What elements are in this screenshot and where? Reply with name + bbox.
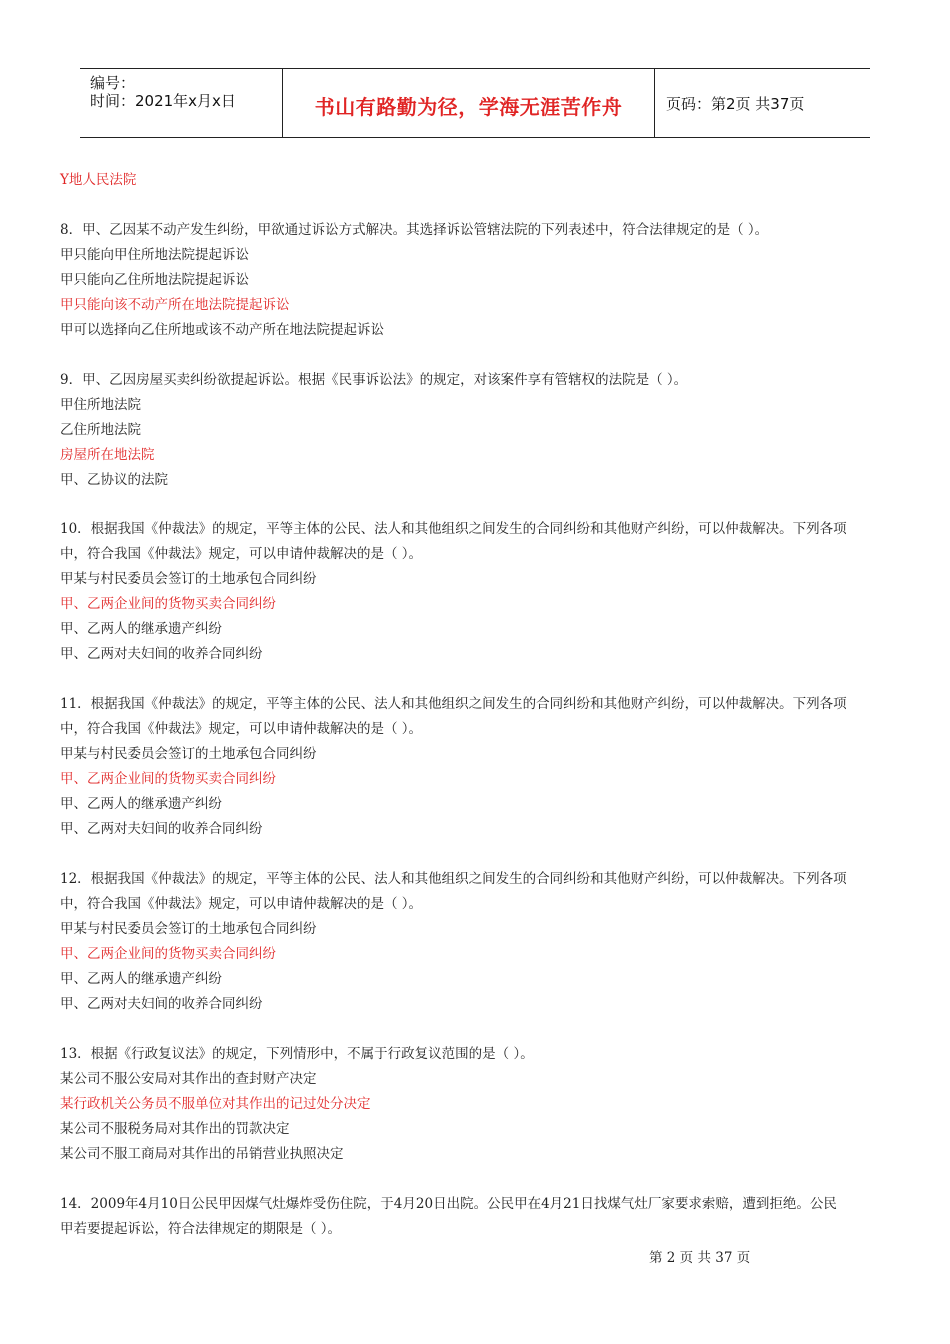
- text-line: 中，符合我国《仲裁法》规定，可以申请仲裁解决的是（ ）。: [60, 721, 423, 738]
- document-body: [60, 168, 895, 1242]
- text-line: 9．甲、乙因房屋买卖纠纷欲提起诉讼。根据《民事诉讼法》的规定，对该案件享有管辖权的法院是（ ）。: [60, 371, 688, 388]
- answer-line: 甲、乙两企业间的货物买卖合同纠纷: [60, 596, 276, 613]
- text-line: 甲、乙两对夫妇间的收养合同纠纷: [60, 995, 263, 1012]
- text-line: 甲某与村民委员会签订的土地承包合同纠纷: [60, 571, 317, 588]
- text-line: 10．根据我国《仲裁法》的规定，平等主体的公民、法人和其他组织之间发生的合同纠纷和其他财产纠纷，可以仲裁解决。下列各项: [60, 521, 847, 538]
- paragraph-gap: [60, 1167, 895, 1192]
- text-line: 甲只能向甲住所地法院提起诉讼: [60, 246, 249, 263]
- text-line: 中，符合我国《仲裁法》规定，可以申请仲裁解决的是（ ）。: [60, 895, 423, 912]
- text-line: 14．2009年4月10日公民甲因煤气灶爆炸受伤住院，于4月20日出院。公民甲在4月21日找煤气灶厂家要求索赔，遭到拒绝。公民: [60, 1195, 837, 1212]
- text-line: 甲、乙两人的继承遗产纠纷: [60, 796, 222, 813]
- header-motto: 书山有路勤为径，学海无涯苦作舟: [314, 95, 623, 119]
- text-line: 12．根据我国《仲裁法》的规定，平等主体的公民、法人和其他组织之间发生的合同纠纷和其他财产纠纷，可以仲裁解决。下列各项: [60, 870, 847, 887]
- text-line: 某公司不服税务局对其作出的罚款决定: [60, 1120, 290, 1137]
- text-line: 8．甲、乙因某不动产发生纠纷，甲欲通过诉讼方式解决。其选择诉讼管辖法院的下列表述中，符合法律规定的是（ ）。: [60, 221, 769, 238]
- text-line: 甲某与村民委员会签订的土地承包合同纠纷: [60, 746, 317, 763]
- text-line: 某公司不服公安局对其作出的查封财产决定: [60, 1070, 317, 1087]
- text-line: 甲只能向乙住所地法院提起诉讼: [60, 271, 249, 288]
- text-line: 11．根据我国《仲裁法》的规定，平等主体的公民、法人和其他组织之间发生的合同纠纷和其他财产纠纷，可以仲裁解决。下列各项: [60, 696, 847, 713]
- text-line: 乙住所地法院: [60, 421, 141, 438]
- header-page-label: 页码：第2页 共37页: [666, 95, 805, 113]
- answer-line: 甲、乙两企业间的货物买卖合同纠纷: [60, 945, 276, 962]
- text-line: 甲某与村民委员会签订的土地承包合同纠纷: [60, 920, 317, 937]
- answer-line: 房屋所在地法院: [60, 446, 155, 463]
- answer-line: 某行政机关公务员不服单位对其作出的记过处分决定: [60, 1095, 371, 1112]
- document-number-label: 编号：: [90, 74, 136, 92]
- text-line: 甲、乙两对夫妇间的收养合同纠纷: [60, 821, 263, 838]
- text-line: 甲、乙两人的继承遗产纠纷: [60, 621, 222, 638]
- paragraph-gap: [60, 842, 895, 867]
- answer-line: 甲只能向该不动产所在地法院提起诉讼: [60, 296, 290, 313]
- text-line: 13．根据《行政复议法》的规定，下列情形中，不属于行政复议范围的是（ ）。: [60, 1045, 534, 1062]
- text-line: 甲可以选择向乙住所地或该不动产所在地法院提起诉讼: [60, 321, 384, 338]
- text-line: 中，符合我国《仲裁法》规定，可以申请仲裁解决的是（ ）。: [60, 546, 423, 563]
- paragraph-gap: [60, 493, 895, 518]
- text-line: 甲若要提起诉讼，符合法律规定的期限是（ ）。: [60, 1220, 342, 1237]
- text-line: 甲住所地法院: [60, 396, 141, 413]
- document-time-label: 时间：2021年x月x日: [90, 92, 236, 110]
- paragraph-gap: [60, 1017, 895, 1042]
- text-line: 甲、乙两对夫妇间的收养合同纠纷: [60, 646, 263, 663]
- text-line: 甲、乙协议的法院: [60, 471, 168, 488]
- page-header: [80, 68, 870, 138]
- paragraph-gap: [60, 343, 895, 368]
- paragraph-gap: [60, 193, 895, 218]
- text-line: 某公司不服工商局对其作出的吊销营业执照决定: [60, 1145, 344, 1162]
- answer-line: 甲、乙两企业间的货物买卖合同纠纷: [60, 771, 276, 788]
- paragraph-gap: [60, 667, 895, 692]
- text-line: 甲、乙两人的继承遗产纠纷: [60, 970, 222, 987]
- answer-line: Y地人民法院: [60, 172, 137, 188]
- header-meta-cell: [80, 69, 283, 137]
- header-motto-cell: [283, 69, 655, 137]
- page-footer: 第 2 页 共 37 页: [649, 1250, 751, 1266]
- header-page-cell: [656, 69, 870, 137]
